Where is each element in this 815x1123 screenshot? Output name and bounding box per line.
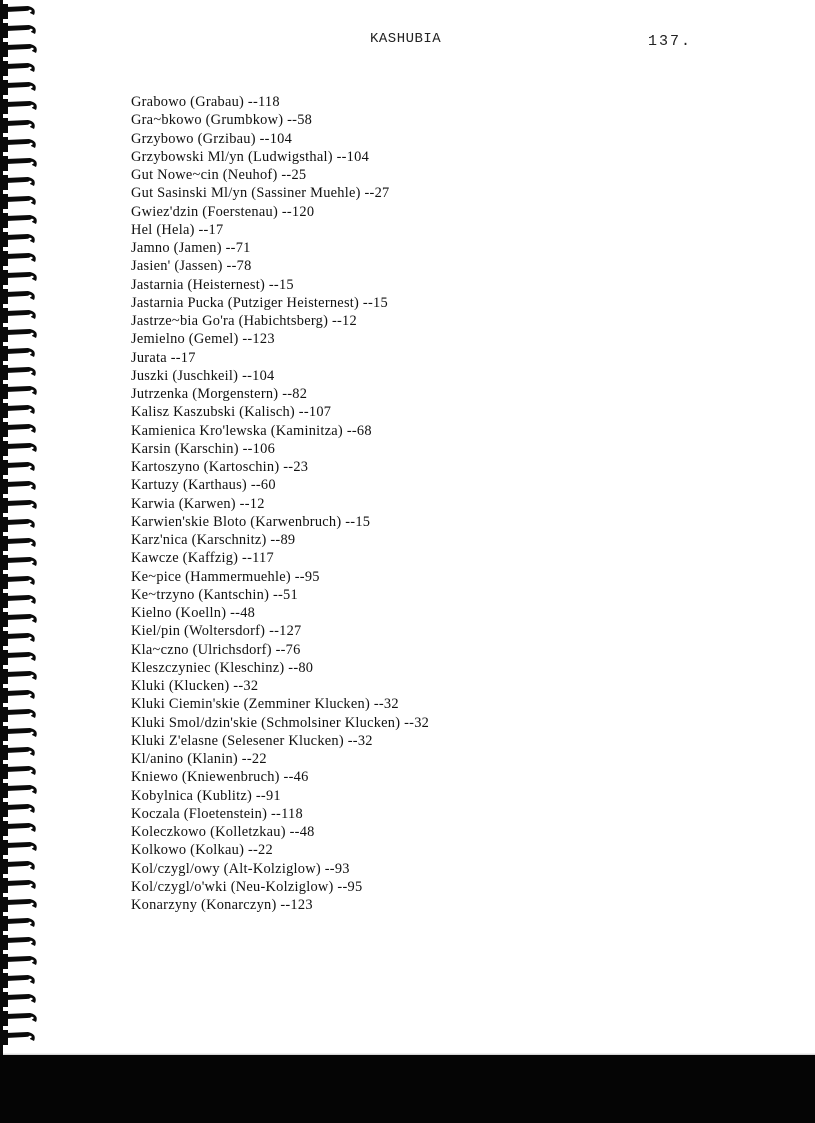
gazetteer-entry: Koczala (Floetenstein) --118 bbox=[131, 805, 303, 822]
binding-coil bbox=[0, 688, 35, 703]
gazetteer-entry: Kiel/pin (Woltersdorf) --127 bbox=[131, 623, 302, 640]
binding-coil bbox=[0, 308, 36, 323]
binding-coil bbox=[0, 859, 35, 874]
binding-coil bbox=[0, 4, 35, 19]
gazetteer-entry: Kla~czno (Ulrichsdorf) --76 bbox=[131, 641, 301, 658]
binding-coil bbox=[0, 175, 35, 190]
scanner-edge bbox=[0, 1055, 815, 1123]
binding-coil bbox=[0, 251, 36, 266]
gazetteer-entry: Jamno (Jamen) --71 bbox=[131, 240, 251, 256]
gazetteer-entry: Konarzyny (Konarczyn) --123 bbox=[131, 897, 313, 913]
gazetteer-entry: Grabowo (Grabau) --118 bbox=[131, 94, 280, 110]
gazetteer-entry: Gut Sasinski Ml/yn (Sassiner Muehle) --27 bbox=[131, 185, 390, 202]
binding-coil bbox=[0, 61, 35, 76]
gazetteer-entry: Gra~bkowo (Grumbkow) --58 bbox=[131, 112, 313, 129]
binding-coil bbox=[0, 935, 36, 950]
binding-coil bbox=[0, 422, 36, 437]
binding-coil bbox=[0, 156, 37, 171]
gazetteer-entry: Karwia (Karwen) --12 bbox=[131, 495, 265, 512]
binding-coil bbox=[0, 631, 35, 646]
binding-coil bbox=[0, 137, 36, 152]
gazetteer-entry: Kluki Smol/dzin'skie (Schmolsiner Klucken) --32 bbox=[131, 714, 430, 731]
gazetteer-entry: Jastarnia Pucka (Putziger Heisternest) --15 bbox=[131, 294, 388, 311]
binding-coil bbox=[0, 650, 36, 665]
gazetteer-entry: Ke~trzyno (Kantschin) --51 bbox=[131, 586, 298, 603]
binding-coil bbox=[0, 954, 37, 969]
gazetteer-entry: Kleszczyniec (Kleschinz) --80 bbox=[131, 659, 314, 676]
binding-coil bbox=[0, 536, 36, 551]
binding-coil bbox=[0, 80, 36, 95]
binding-coil bbox=[0, 840, 37, 855]
binding-coil bbox=[0, 878, 36, 893]
binding-coil bbox=[0, 42, 37, 57]
binding-coil bbox=[0, 574, 35, 589]
binding-coil bbox=[0, 403, 35, 418]
gazetteer-entry: Jutrzenka (Morgenstern) --82 bbox=[131, 386, 308, 402]
binding-coil bbox=[0, 99, 37, 114]
binding-coil bbox=[0, 346, 35, 361]
running-head-title: KASHUBIA bbox=[370, 31, 442, 47]
binding-coil bbox=[0, 783, 37, 798]
binding-coil bbox=[0, 289, 35, 304]
binding-coil bbox=[0, 517, 35, 532]
gazetteer-entry: Kniewo (Kniewenbruch) --46 bbox=[131, 769, 309, 786]
gazetteer-entry: Karz'nica (Karschnitz) --89 bbox=[131, 532, 296, 548]
binding-coil bbox=[0, 498, 37, 513]
gazetteer-entry: Kluki Z'elasne (Selesener Klucken) --32 bbox=[131, 732, 373, 749]
gazetteer-entry: Kluki Ciemin'skie (Zemminer Klucken) --32 bbox=[131, 696, 399, 713]
binding-coil bbox=[0, 1011, 37, 1026]
gazetteer-entry: Grzybowski Ml/yn (Ludwigsthal) --104 bbox=[131, 148, 370, 165]
gazetteer-entry: Jemielno (Gemel) --123 bbox=[131, 331, 275, 348]
binding-coil bbox=[0, 23, 36, 38]
gazetteer-entry: Kalisz Kaszubski (Kalisch) --107 bbox=[131, 404, 332, 421]
gazetteer-entry: Kolkowo (Kolkau) --22 bbox=[131, 842, 273, 859]
binding-coil bbox=[0, 764, 36, 779]
binding-coil bbox=[0, 973, 35, 988]
binding-coil bbox=[0, 460, 35, 475]
binding-coil bbox=[0, 327, 37, 342]
binding-coil bbox=[0, 726, 37, 741]
binding-coil bbox=[0, 384, 37, 399]
binding-coil bbox=[0, 441, 37, 456]
gazetteer-entry: Kol/czygl/owy (Alt-Kolziglow) --93 bbox=[131, 860, 350, 877]
gazetteer-entry: Jastrze~bia Go'ra (Habichtsberg) --12 bbox=[131, 313, 357, 329]
gazetteer-entry: Kl/anino (Klanin) --22 bbox=[131, 751, 267, 767]
gazetteer-entry: Karsin (Karschin) --106 bbox=[131, 440, 276, 457]
gazetteer-entry: Koleczkowo (Kolletzkau) --48 bbox=[131, 824, 315, 840]
binding-coil bbox=[0, 365, 36, 380]
gazetteer-entry: Kluki (Klucken) --32 bbox=[131, 678, 259, 694]
gazetteer-entry: Ke~pice (Hammermuehle) --95 bbox=[131, 568, 320, 585]
gazetteer-entry: Karwien'skie Bloto (Karwenbruch) --15 bbox=[131, 513, 371, 530]
binding-coil bbox=[0, 118, 35, 133]
binding-coil bbox=[0, 745, 35, 760]
gazetteer-entry: Grzybowo (Grzibau) --104 bbox=[131, 130, 293, 147]
page-number: 137. bbox=[648, 33, 693, 50]
gazetteer-entry: Kawcze (Kaffzig) --117 bbox=[131, 550, 274, 567]
gazetteer-entry: Kamienica Kro'lewska (Kaminitza) --68 bbox=[131, 422, 372, 439]
binding-coil bbox=[0, 916, 35, 931]
gazetteer-entry: Kobylnica (Kublitz) --91 bbox=[131, 787, 281, 804]
spiral-binding bbox=[0, 0, 46, 1060]
gazetteer-entry: Jasien' (Jassen) --78 bbox=[131, 258, 252, 275]
gazetteer-entry: Gut Nowe~cin (Neuhof) --25 bbox=[131, 167, 307, 183]
binding-coil bbox=[0, 593, 36, 608]
gazetteer-entry: Jurata --17 bbox=[131, 349, 196, 366]
binding-coil bbox=[0, 612, 37, 627]
gazetteer-entry: Gwiez'dzin (Foerstenau) --120 bbox=[131, 203, 315, 220]
binding-coil bbox=[0, 232, 35, 247]
binding-coil bbox=[0, 479, 36, 494]
gazetteer-entry: Kielno (Koelln) --48 bbox=[131, 605, 256, 621]
binding-coil bbox=[0, 992, 36, 1007]
gazetteer-entry: Kartoszyno (Kartoschin) --23 bbox=[131, 459, 309, 475]
binding-coil bbox=[0, 194, 36, 209]
binding-coil bbox=[0, 270, 37, 285]
gazetteer-entry: Hel (Hela) --17 bbox=[131, 221, 224, 238]
binding-coil bbox=[0, 669, 37, 684]
gazetteer-entry-list bbox=[131, 93, 429, 914]
binding-coil bbox=[0, 1030, 35, 1045]
binding-coil bbox=[0, 555, 37, 570]
binding-coil bbox=[0, 802, 35, 817]
gazetteer-entry: Juszki (Juschkeil) --104 bbox=[131, 367, 275, 384]
binding-coil bbox=[0, 707, 36, 722]
gazetteer-entry: Kartuzy (Karthaus) --60 bbox=[131, 477, 276, 494]
gazetteer-entry: Jastarnia (Heisternest) --15 bbox=[131, 276, 294, 293]
gazetteer-entry: Kol/czygl/o'wki (Neu-Kolziglow) --95 bbox=[131, 878, 363, 895]
binding-spine bbox=[0, 0, 3, 1060]
binding-coil bbox=[0, 213, 37, 228]
binding-coil bbox=[0, 821, 36, 836]
binding-coil bbox=[0, 897, 37, 912]
